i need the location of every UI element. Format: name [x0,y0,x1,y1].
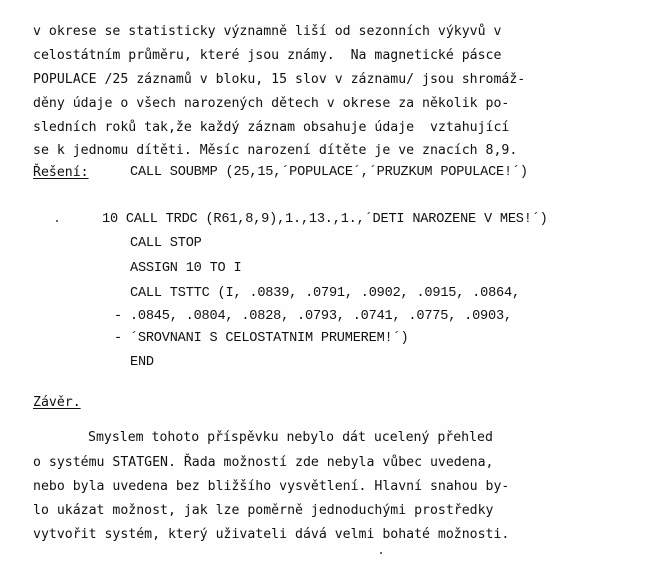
paragraph-line: POPULACE /25 záznamů v bloku, 15 slov v záznamu/ jsou shromáž- [33,72,526,87]
paragraph-line: děny údaje o všech narozených dětech v okrese za několik po- [33,96,510,111]
code-line: CALL TSTTC (I, .0839, .0791, .0902, .0915, .0864, [130,286,520,301]
paragraph-line: se k jednomu dítěti. Měsíc narození dítěte je ve znacích 8,9. [33,143,518,158]
paragraph-line: v okrese se statisticky významně liší od sezonních výkyvů v [33,24,502,39]
conclusion-line: o systému STATGEN. Řada možností zde nebyla vůbec uvedena, [33,455,494,470]
conclusion-line: Smyslem tohoto příspěvku nebylo dát ucelený přehled [88,430,493,445]
code-line: - ´SROVNANI S CELOSTATNIM PRUMEREM!´) [114,331,409,346]
paragraph-line: sledních roků tak,že každý záznam obsahuje údaje vztahující [33,120,510,135]
conclusion-line: vytvořit systém, který uživateli dává velmi bohaté možnosti. [33,527,510,542]
code-line: END [130,355,154,370]
code-line: - .0845, .0804, .0828, .0793, .0741, .0775, .0903, [114,309,512,324]
code-line: ASSIGN 10 TO I [130,261,242,276]
conclusion-line: nebo byla uvedena bez bližšího vysvětlení. Hlavní snahou by- [33,479,510,494]
conclusion-heading: Závěr. [33,395,81,410]
margin-mark [380,552,382,554]
conclusion-line: lo ukázat možnost, jak lze poměrně jednoduchými prostředky [33,503,494,518]
margin-mark [56,220,58,222]
solution-label: Řešení: [33,165,89,180]
code-line: CALL STOP [130,236,202,251]
code-line: 10 CALL TRDC (R61,8,9),1.,13.,1.,´DETI NAROZENE V MES!´) [102,212,548,227]
solution-call: CALL SOUBMP (25,15,´POPULACE´,´PRUZKUM POPULACE!´) [130,165,528,180]
paragraph-line: celostátním průměru, které jsou známy. Na magnetické pásce [33,48,502,63]
